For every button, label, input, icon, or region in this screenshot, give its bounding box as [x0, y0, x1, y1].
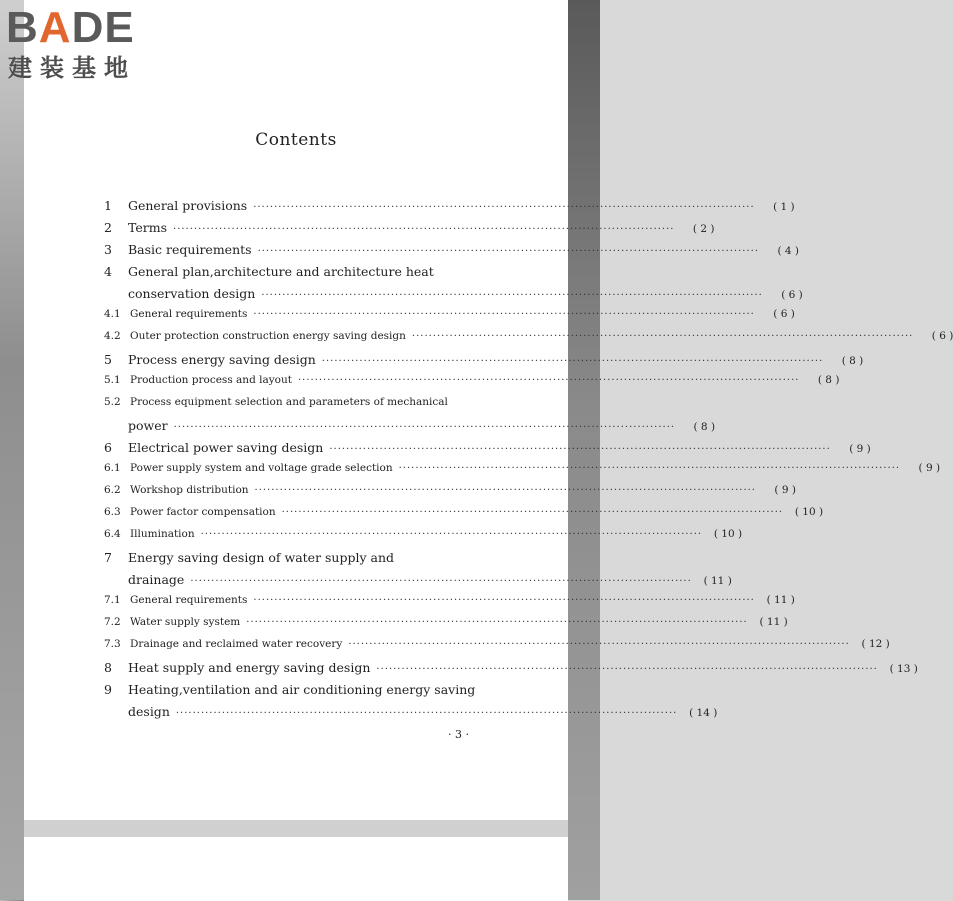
dot-leader: ························································································································ [175, 708, 678, 719]
toc-entry-page: ( 10 ) [794, 506, 824, 518]
toc-entry-label: conservation design [128, 286, 256, 301]
toc-entry [104, 462, 941, 484]
toc-entry [104, 484, 796, 506]
toc-entry-label: General requirements [130, 594, 248, 606]
toc-entry-page: ( 4 ) [777, 245, 800, 257]
toc-entry-number: 4.1 [104, 308, 121, 320]
toc-entry-number: 6 [104, 440, 112, 455]
toc-entry-number: 2 [104, 220, 112, 235]
toc-entry-number: 4 [104, 264, 112, 279]
dot-leader: ························································································································ [173, 224, 675, 235]
toc-entry-number: 6.4 [104, 528, 121, 540]
toc-entry [104, 440, 871, 462]
toc-entry-number: 5.1 [104, 374, 121, 386]
toc-entry-page: ( 2 ) [692, 223, 715, 235]
toc-entry-number: 1 [104, 198, 112, 213]
toc-entry-page: ( 9 ) [918, 462, 941, 474]
toc-entry [104, 396, 492, 418]
toc-entry-page: ( 11 ) [703, 575, 732, 587]
toc-entry-number: 6.2 [104, 484, 121, 496]
toc-entry-label: Power supply system and voltage grade selection [130, 462, 393, 474]
toc-entry-number: 4.2 [104, 330, 121, 342]
toc-entry-number: 5 [104, 352, 112, 367]
toc-entry [104, 198, 795, 220]
scan-edge-left [0, 0, 24, 900]
dot-leader: ························································································································ [257, 246, 760, 257]
toc-entry-label: Heat supply and energy saving design [128, 660, 371, 675]
dot-leader: ························································································································ [200, 529, 703, 540]
page-gap [24, 820, 568, 836]
dot-leader: ························································································································ [246, 617, 748, 628]
toc-entry-page: ( 6 ) [773, 308, 795, 320]
dot-leader: ························································································································ [253, 202, 755, 213]
dot-leader: ························································································································ [411, 331, 914, 342]
toc-entry-label: Workshop distribution [130, 484, 249, 496]
toc-entry-number: 7.3 [104, 638, 121, 650]
toc-entry [104, 220, 715, 242]
page-title: Contents [255, 130, 337, 150]
toc-entry [104, 682, 492, 704]
toc-entry [104, 616, 788, 638]
toc-entry-label: Electrical power saving design [128, 440, 324, 455]
toc-entry-label: Heating,ventilation and air conditioning energy saving [128, 682, 476, 697]
toc-entry-page: ( 8 ) [693, 421, 716, 433]
dot-leader: ························································································································ [190, 576, 692, 587]
toc-entry-page: ( 13 ) [889, 663, 918, 675]
toc-entry-label: Terms [128, 220, 168, 235]
toc-entry-page: ( 11 ) [759, 616, 788, 628]
logo-subtitle: 建装基地 [8, 54, 136, 82]
toc-entry [104, 506, 824, 528]
toc-entry-label: Production process and layout [130, 374, 292, 386]
toc-entry [104, 418, 716, 440]
bade-logo [6, 4, 176, 96]
toc-entry-label: Drainage and reclaimed water recovery [130, 638, 343, 650]
toc-entry-number: 5.2 [104, 396, 121, 408]
toc-entry-page: ( 9 ) [774, 484, 796, 496]
toc-entry-page: ( 10 ) [713, 528, 743, 540]
toc-entry [104, 550, 492, 572]
toc-entry-page: ( 6 ) [931, 330, 953, 342]
toc-entry-number: 7.1 [104, 594, 121, 606]
toc-entry [104, 308, 795, 330]
toc-entry-number: 8 [104, 660, 112, 675]
table-of-contents [104, 198, 953, 726]
toc-entry [104, 286, 803, 308]
toc-entry-number: 3 [104, 242, 112, 257]
toc-entry-label: General plan,architecture and architecture heat [128, 264, 434, 279]
dot-leader: ························································································································ [376, 664, 878, 675]
toc-entry-label: Basic requirements [128, 242, 252, 257]
logo-wordmark: BADE [6, 3, 135, 52]
toc-entry-label: Energy saving design of water supply and [128, 550, 395, 565]
toc-entry [104, 374, 840, 396]
dot-leader: ························································································································ [253, 595, 755, 606]
dot-leader: ························································································································ [253, 309, 755, 320]
toc-entry [104, 572, 732, 594]
toc-entry [104, 264, 492, 286]
toc-entry-label: Water supply system [130, 616, 241, 628]
toc-entry-page: ( 14 ) [689, 707, 718, 719]
dot-leader: ························································································································ [254, 485, 756, 496]
toc-entry-label: Process equipment selection and parameters of mechanical [130, 396, 448, 408]
toc-entry-label: Outer protection construction energy saving design [130, 330, 406, 342]
toc-entry-page: ( 8 ) [817, 374, 840, 386]
dot-leader: ························································································································ [261, 290, 763, 301]
toc-entry [104, 528, 743, 550]
next-page [24, 836, 568, 901]
toc-entry-page: ( 11 ) [766, 594, 795, 606]
toc-entry [104, 660, 918, 682]
toc-entry-number: 6.3 [104, 506, 121, 518]
dot-leader: ························································································································ [297, 375, 800, 386]
toc-entry [104, 704, 718, 726]
toc-entry [104, 330, 953, 352]
toc-entry-label: General provisions [128, 198, 248, 213]
toc-entry-label: Process energy saving design [128, 352, 316, 367]
toc-entry-label: Illumination [130, 528, 195, 540]
dot-leader: ························································································································ [348, 639, 850, 650]
page-number: · 3 · [448, 728, 469, 741]
toc-entry-page: ( 12 ) [861, 638, 890, 650]
toc-entry-page: ( 6 ) [781, 289, 803, 301]
toc-entry-label: power [128, 418, 168, 433]
toc-entry-number: 7 [104, 550, 112, 565]
toc-entry-label: design [128, 704, 170, 719]
toc-entry-number: 6.1 [104, 462, 121, 474]
dot-leader: ························································································································ [321, 356, 824, 367]
toc-entry-label: drainage [128, 572, 185, 587]
toc-entry-number: 9 [104, 682, 112, 697]
toc-entry-page: ( 9 ) [849, 443, 871, 455]
dot-leader: ························································································································ [398, 463, 901, 474]
toc-entry-label: Power factor compensation [130, 506, 276, 518]
dot-leader: ························································································································ [173, 422, 676, 433]
toc-entry-label: General requirements [130, 308, 248, 320]
dot-leader: ························································································································ [329, 444, 831, 455]
toc-entry [104, 242, 800, 264]
toc-entry [104, 638, 890, 660]
dot-leader: ························································································································ [281, 507, 784, 518]
toc-entry-page: ( 1 ) [773, 201, 795, 213]
toc-entry [104, 352, 864, 374]
toc-entry-number: 7.2 [104, 616, 121, 628]
toc-entry-page: ( 8 ) [841, 355, 864, 367]
toc-entry [104, 594, 795, 616]
